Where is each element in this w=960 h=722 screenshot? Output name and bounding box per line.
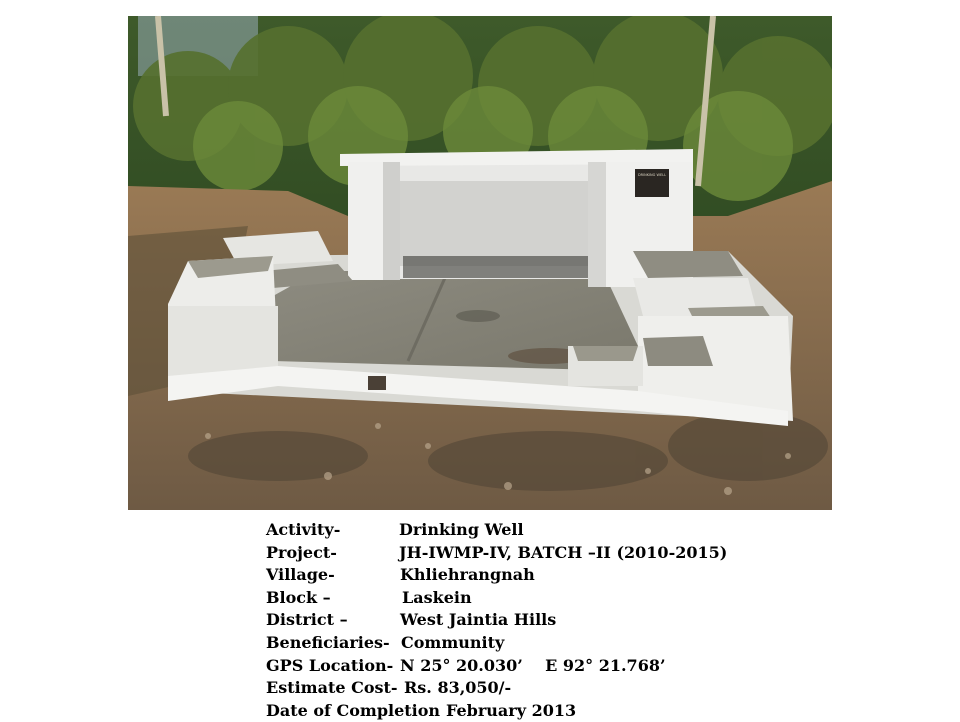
detail-value: West Jaintia Hills — [400, 610, 557, 630]
detail-row-village — [266, 564, 866, 587]
drinking-well-photo — [128, 16, 832, 510]
detail-row-district — [266, 609, 866, 632]
detail-label: Estimate Cost- — [266, 678, 398, 698]
detail-value: N 25° 20.030’ E 92° 21.768’ — [400, 655, 666, 675]
detail-label: Beneficiaries- — [266, 632, 390, 652]
detail-row-activity — [266, 519, 866, 542]
detail-label: Village- — [266, 565, 335, 585]
detail-value: Laskein — [402, 587, 472, 607]
detail-row-estimate-cost — [266, 677, 866, 700]
detail-row-date-of-completion — [266, 700, 866, 722]
detail-value: Rs. 83,050/- — [404, 678, 512, 698]
detail-value: Community — [401, 632, 505, 652]
detail-label: Activity- — [266, 520, 341, 539]
detail-value: Khliehrangnah — [400, 565, 535, 585]
detail-row-block — [266, 587, 866, 610]
detail-row-gps-location — [266, 655, 866, 678]
detail-label: Project- — [266, 542, 337, 562]
detail-label: GPS Location- — [266, 655, 394, 675]
svg-text:DRINKING WELL: DRINKING WELL — [637, 173, 667, 177]
detail-label: District – — [266, 610, 348, 630]
well-details — [266, 519, 866, 722]
detail-value: JH-IWMP-IV, BATCH –II (2010-2015) — [399, 542, 728, 562]
detail-label: Block – — [266, 587, 331, 607]
detail-row-project — [266, 542, 866, 565]
detail-row-beneficiaries — [266, 632, 866, 655]
drinking-well-illustration — [128, 16, 832, 510]
detail-value: Drinking Well — [399, 520, 524, 539]
detail-label: Date of Completion — [266, 700, 441, 720]
detail-value: February 2013 — [446, 700, 577, 720]
